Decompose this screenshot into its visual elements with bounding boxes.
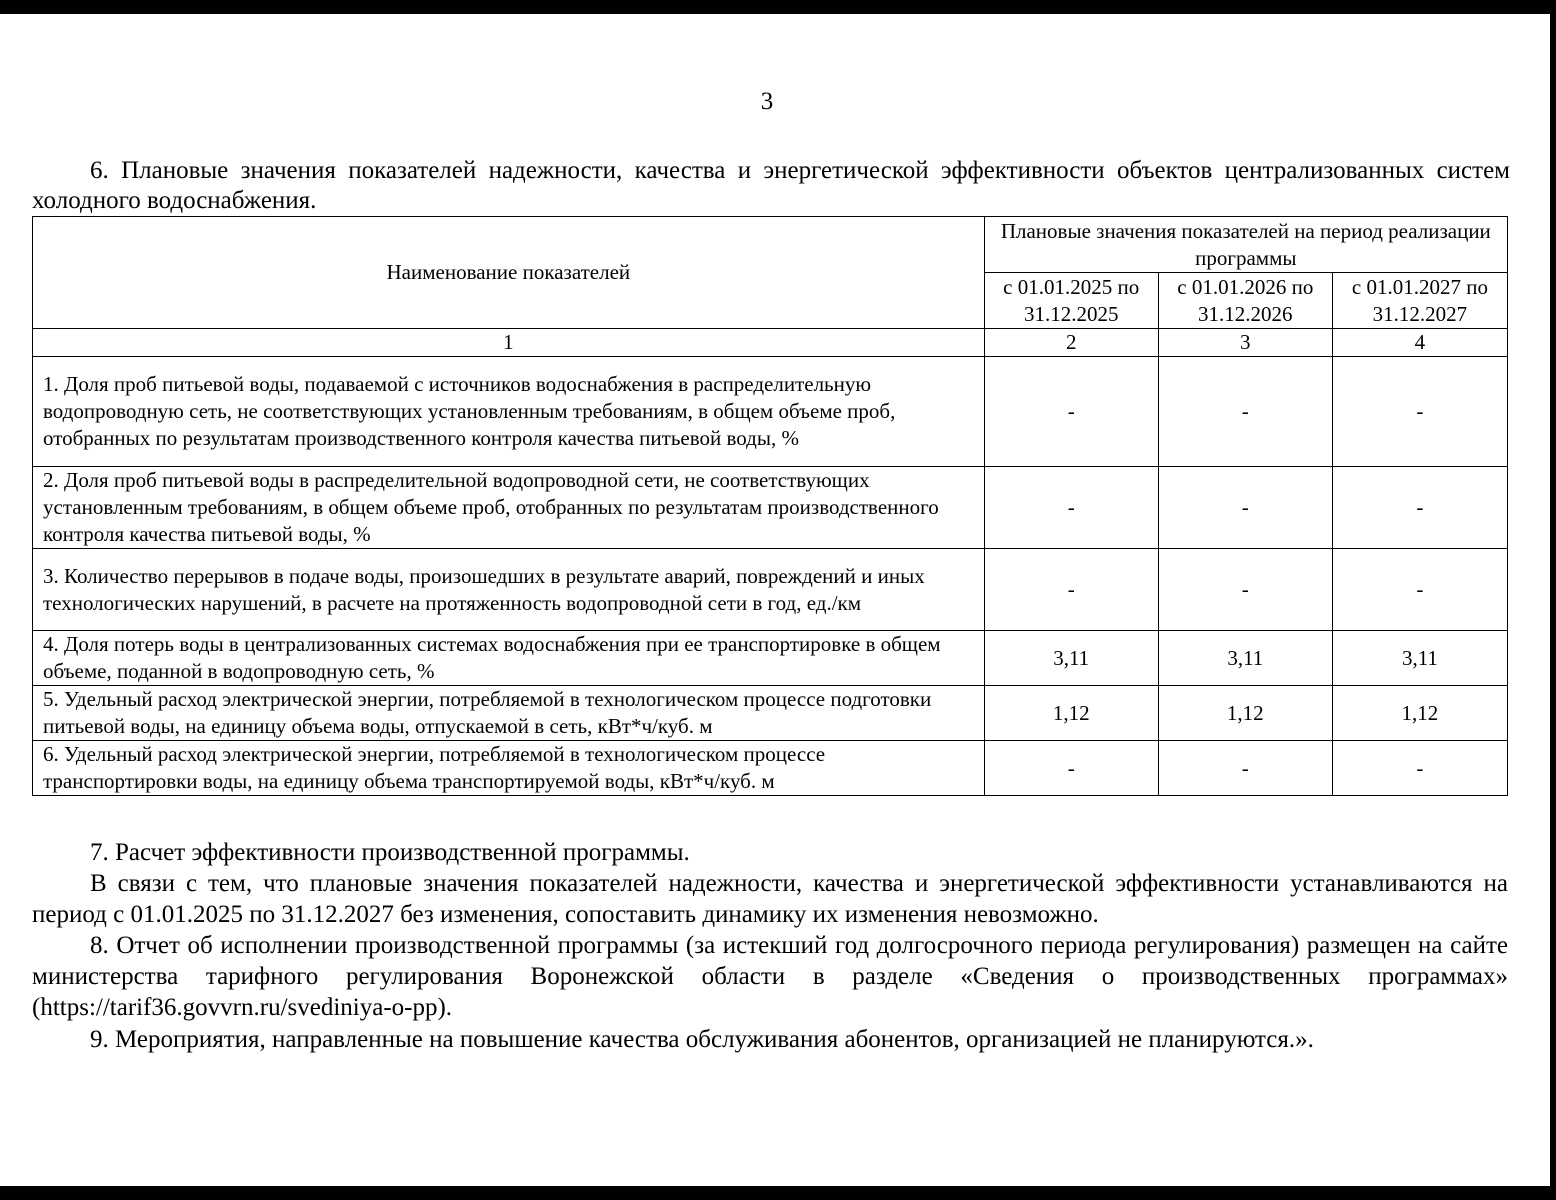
header-period-2027: с 01.01.2027 по 31.12.2027 [1332,273,1507,329]
column-number: 3 [1158,329,1332,357]
header-indicator-name: Наименование показателей [33,217,985,329]
indicator-value: 3,11 [1332,631,1507,686]
header-period-2026: с 01.01.2026 по 31.12.2026 [1158,273,1332,329]
indicator-name: 5. Удельный расход электрической энергии, потребляемой в технологическом процессе подготовки питьевой воды, на единицу объема воды, отпускаемой в сеть, кВт*ч/куб. м [33,686,985,741]
indicator-value: - [1332,549,1507,631]
section-9-paragraph [32,1024,1508,1055]
indicator-value: - [984,549,1158,631]
header-period-2025: с 01.01.2025 по 31.12.2025 [984,273,1158,329]
section-6-heading-text: 6. Плановые значения показателей надежности, качества и энергетической эффективности объектов централизованных систем холодного водоснабжения. [32,157,1510,214]
indicator-value: 3,11 [984,631,1158,686]
indicator-value: - [1332,467,1507,549]
column-number: 2 [984,329,1158,357]
indicator-value: - [984,741,1158,796]
indicator-value: - [1158,549,1332,631]
indicator-value: - [1332,741,1507,796]
column-number: 4 [1332,329,1507,357]
indicator-name: 2. Доля проб питьевой воды в распределительной водопроводной сети, не соответствующих установленным требованиям, в общем объеме проб, отобранных по результатам производственного контроля качества питьевой воды, % [33,467,985,549]
section-9-paragraph-text: 9. Мероприятия, направленные на повышение качества обслуживания абонентов, организацией не планируются.». [90,1026,1314,1053]
indicator-value: - [1158,467,1332,549]
section-8-paragraph [32,930,1508,1023]
indicator-value: - [1158,741,1332,796]
indicator-name: 1. Доля проб питьевой воды, подаваемой с источников водоснабжения в распределительную водопроводную сеть, не соответствующих установленным требованиям, в общем объеме проб, отобранных по результатам производственного контроля качества питьевой воды, % [33,357,985,467]
indicator-name: 3. Количество перерывов в подаче воды, произошедших в результате аварий, повреждений и иных технологических нарушений, в расчете на протяженность водопроводной сети в год, ед./км [33,549,985,631]
table-row [33,549,1508,631]
page-number: 3 [760,88,774,115]
table-row [33,686,1508,741]
indicators-table [32,216,1508,796]
indicator-value: - [984,467,1158,549]
indicator-value: 1,12 [1158,686,1332,741]
table-row [33,631,1508,686]
scan-border-bottom [0,1186,1556,1200]
indicator-value: - [1332,357,1507,467]
section-7-heading-text: 7. Расчет эффективности производственной программы. [90,839,690,866]
table-row [33,467,1508,549]
table-row [33,741,1508,796]
column-number-row [33,329,1508,357]
section-7-heading [32,837,1508,868]
section-7-paragraph-text: В связи с тем, что плановые значения показателей надежности, качества и энергетической эффективности устанавливаются на период с 01.01.2025 по 31.12.2027 без изменения, сопоставить динамику их изменения невозможно. [32,870,1508,928]
indicator-name: 6. Удельный расход электрической энергии, потребляемой в технологическом процессе транспортировки воды, на единицу объема транспортируемой воды, кВт*ч/куб. м [33,741,985,796]
indicator-value: - [984,357,1158,467]
scan-border-right [1550,0,1556,1200]
indicator-name: 4. Доля потерь воды в централизованных системах водоснабжения при ее транспортировке в общем объеме, поданной в водопроводную сеть, % [33,631,985,686]
indicator-value: 1,12 [984,686,1158,741]
indicator-value: 3,11 [1158,631,1332,686]
section-7-paragraph [32,868,1508,930]
indicator-value: - [1158,357,1332,467]
section-8-paragraph-text: 8. Отчет об исполнении производственной программы (за истекший год долгосрочного периода регулирования) размещен на сайте министерства тарифного регулирования Воронежской области в разделе «Сведения о производственных программах» (https://tarif36.govvrn.ru/svediniya-o-pp). [32,932,1508,1021]
column-number: 1 [33,329,985,357]
table-row [33,357,1508,467]
scan-border-top [0,0,1556,14]
section-6-heading [32,156,1510,216]
header-planned-values: Плановые значения показателей на период реализации программы [984,217,1507,273]
indicator-value: 1,12 [1332,686,1507,741]
